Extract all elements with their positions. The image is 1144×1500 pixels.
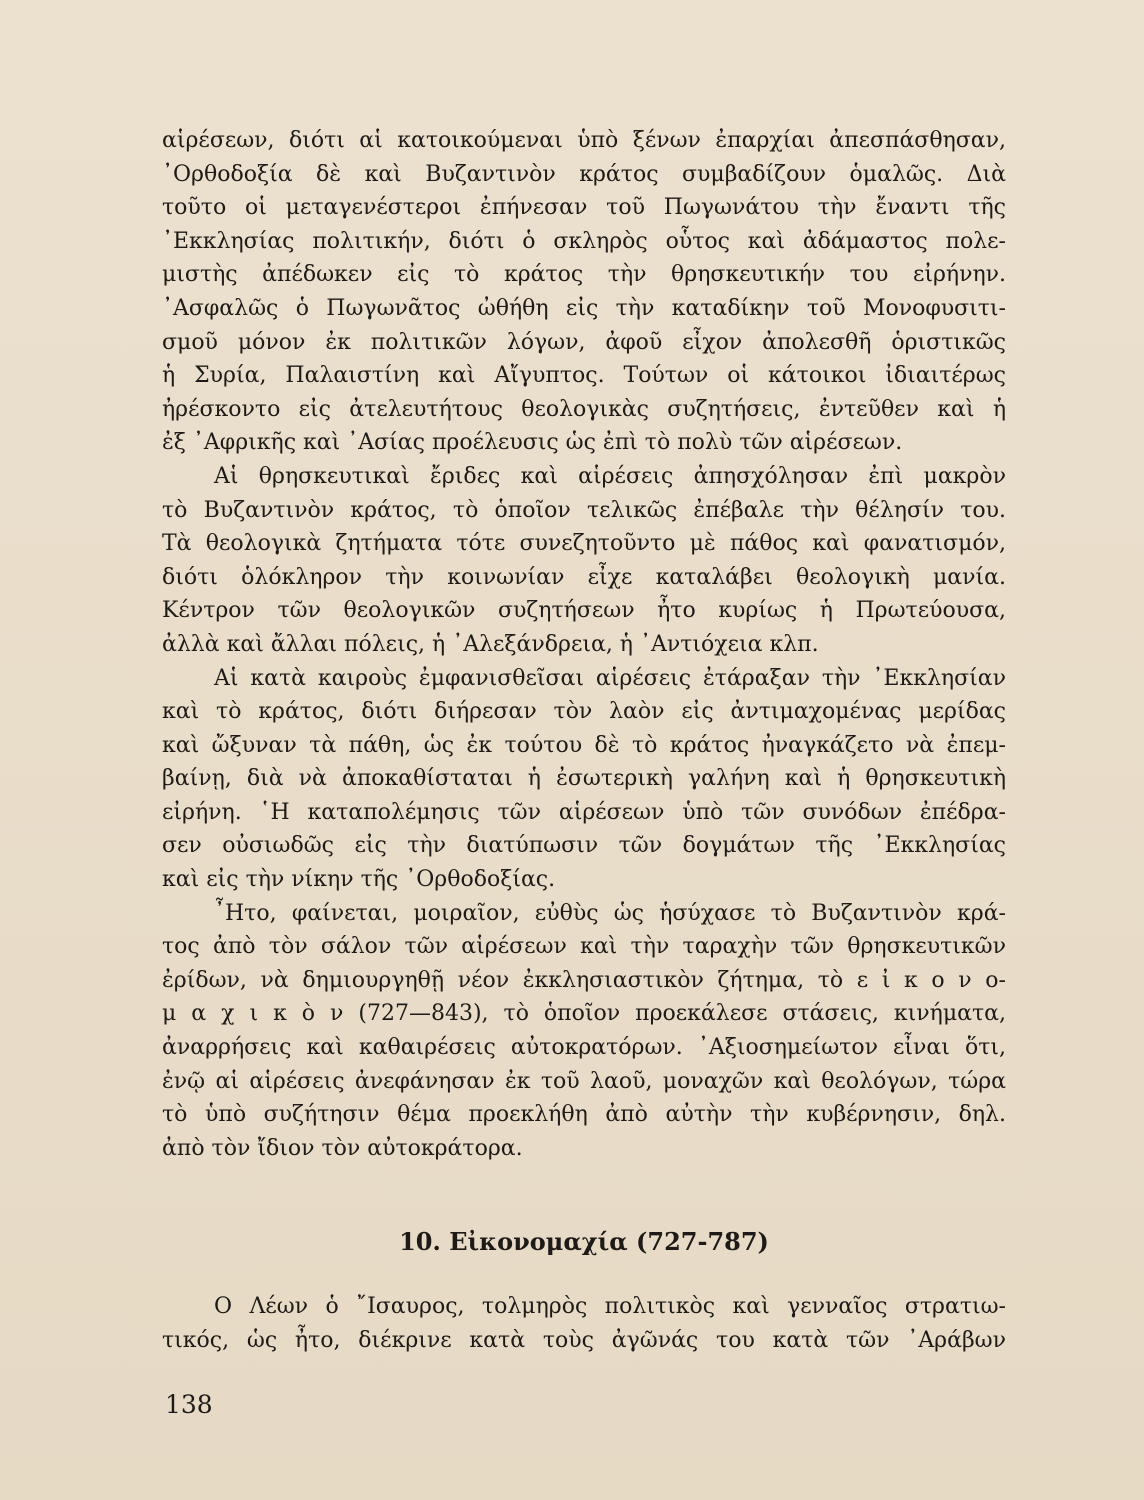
text-line: Κέντρον τῶν θεολογικῶν συζητήσεων ἦτο κυρίως ἡ Πρωτεύουσα, — [162, 598, 1006, 624]
text-line: ῏Ητο, φαίνεται, μοιραῖον, εὐθὺς ὡς ἡσύχασε τὸ Βυζαντινὸν κρά- — [214, 900, 1006, 926]
text-line: ἀπὸ τὸν ἴδιον τὸν αὐτοκράτορα. — [162, 1135, 523, 1161]
text-line: βαίνῃ, διὰ νὰ ἀποκαθίσταται ἡ ἐσωτερικὴ γαλήνη καὶ ἡ θρησκευτικὴ — [162, 766, 1006, 792]
text-line: Αἱ θρησκευτικαὶ ἔριδες καὶ αἱρέσεις ἀπησχόλησαν ἐπὶ μακρὸν — [214, 463, 1006, 489]
text-line: σεν οὐσιωδῶς εἰς τὴν διατύπωσιν τῶν δογμάτων τῆς ᾿Εκκλησίας — [162, 833, 1006, 859]
text-line: τοῦτο οἱ μεταγενέστεροι ἐπήνεσαν τοῦ Πωγωνάτου τὴν ἔναντι τῆς — [162, 195, 1006, 221]
text-line: Ο Λέων ὁ ῎Ισαυρος, τολμηρὸς πολιτικὸς καὶ γενναῖος στρατιω- — [214, 1294, 1006, 1319]
text-line: Τὰ θεολογικὰ ζητήματα τότε συνεζητοῦντο μὲ πάθος καὶ φανατισμόν, — [162, 531, 1006, 557]
text-line: τὸ ὑπὸ συζήτησιν θέμα προεκλήθη ἀπὸ αὐτὴν τὴν κυβέρνησιν, δηλ. — [162, 1102, 1006, 1128]
text-line: σμοῦ μόνον ἐκ πολιτικῶν λόγων, ἀφοῦ εἶχον ἀπολεσθῆ ὁριστικῶς — [162, 329, 1006, 355]
paragraph — [162, 1290, 1006, 1357]
text-line: ἐρίδων, νὰ δημιουργηθῇ νέον ἐκκλησιαστικὸν ζήτημα, τὸ ε ἰ κ ο ν ο- — [162, 967, 1006, 993]
text-line: ἐξ ᾿Αφρικῆς καὶ ᾿Ασίας προέλευσις ὡς ἐπὶ τὸ πολὺ τῶν αἱρέσεων. — [162, 430, 903, 456]
text-line: εἰρήνη. ῾Η καταπολέμησις τῶν αἱρέσεων ὑπὸ τῶν συνόδων ἐπέδρα- — [162, 799, 1006, 825]
page-number: 138 — [165, 1390, 213, 1419]
text-line: ᾿Ορθοδοξία δὲ καὶ Βυζαντινὸν κράτος συμβαδίζουν ὁμαλῶς. Διὰ — [162, 161, 1006, 187]
text-line: τικός, ὡς ἦτο, διέκρινε κατὰ τοὺς ἀγῶνάς του κατὰ τῶν ᾿Αράβων — [162, 1327, 1006, 1353]
body-text-continued — [162, 1290, 1006, 1357]
paragraph — [162, 460, 1006, 662]
section-heading: 10. Εἰκονομαχία (727-787) — [399, 1227, 769, 1256]
text-line: τος ἀπὸ τὸν σάλον τῶν αἱρέσεων καὶ τὴν ταραχὴν τῶν θρησκευτικῶν — [162, 934, 1006, 960]
body-text — [162, 124, 1006, 1165]
text-line: ἀναρρήσεις καὶ καθαιρέσεις αὐτοκρατόρων. ᾿Αξιοσημείωτον εἶναι ὅτι, — [162, 1035, 1006, 1061]
text-line: καὶ εἰς τὴν νίκην τῆς ᾿Ορθοδοξίας. — [162, 867, 556, 893]
text-line: ᾿Εκκλησίας πολιτικήν, διότι ὁ σκληρὸς οὗτος καὶ ἀδάμαστος πολε- — [162, 228, 1006, 254]
text-line: τὸ Βυζαντινὸν κράτος, τὸ ὁποῖον τελικῶς ἐπέβαλε τὴν θέλησίν του. — [162, 497, 1006, 523]
text-line: ἀλλὰ καὶ ἄλλαι πόλεις, ἡ ᾿Αλεξάνδρεια, ἡ ᾿Αντιόχεια κλπ. — [162, 631, 819, 657]
text-line: ἐνῷ αἱ αἱρέσεις ἀνεφάνησαν ἐκ τοῦ λαοῦ, μοναχῶν καὶ θεολόγων, τώρα — [162, 1068, 1006, 1094]
text-line: Αἱ κατὰ καιροὺς ἐμφανισθεῖσαι αἱρέσεις ἐτάραξαν τὴν ᾿Εκκλησίαν — [214, 665, 1006, 691]
text-line: διότι ὁλόκληρον τὴν κοινωνίαν εἶχε καταλάβει θεολογικὴ μανία. — [162, 564, 1006, 590]
text-line: καὶ ὤξυναν τὰ πάθη, ὡς ἐκ τούτου δὲ τὸ κράτος ἠναγκάζετο νὰ ἐπεμ- — [162, 732, 1006, 758]
text-line: ἠρέσκοντο εἰς ἀτελευτήτους θεολογικὰς συζητήσεις, ἐντεῦθεν καὶ ἡ — [162, 396, 1006, 422]
paragraph — [162, 662, 1006, 897]
text-line: ᾿Ασφαλῶς ὁ Πωγωνᾶτος ὠθήθη εἰς τὴν καταδίκην τοῦ Μονοφυσιτι- — [162, 295, 1006, 321]
paragraph — [162, 124, 1006, 460]
text-line: αἱρέσεων, διότι αἱ κατοικούμεναι ὑπὸ ξένων ἐπαρχίαι ἀπεσπάσθησαν, — [162, 128, 1006, 153]
text-line: καὶ τὸ κράτος, διότι διήρεσαν τὸν λαὸν εἰς ἀντιμαχομένας μερίδας — [162, 699, 1006, 725]
paragraph — [162, 897, 1006, 1166]
text-line: ἡ Συρία, Παλαιστίνη καὶ Αἴγυπτος. Τούτων οἱ κάτοικοι ἰδιαιτέρως — [162, 363, 1006, 389]
text-line: μιστὴς ἀπέδωκεν εἰς τὸ κράτος τὴν θρησκευτικήν του εἰρήνην. — [162, 262, 1006, 288]
text-line: μ α χ ι κ ὸ ν (727—843), τὸ ὁποῖον προεκάλεσε στάσεις, κινήματα, — [162, 1001, 1006, 1027]
